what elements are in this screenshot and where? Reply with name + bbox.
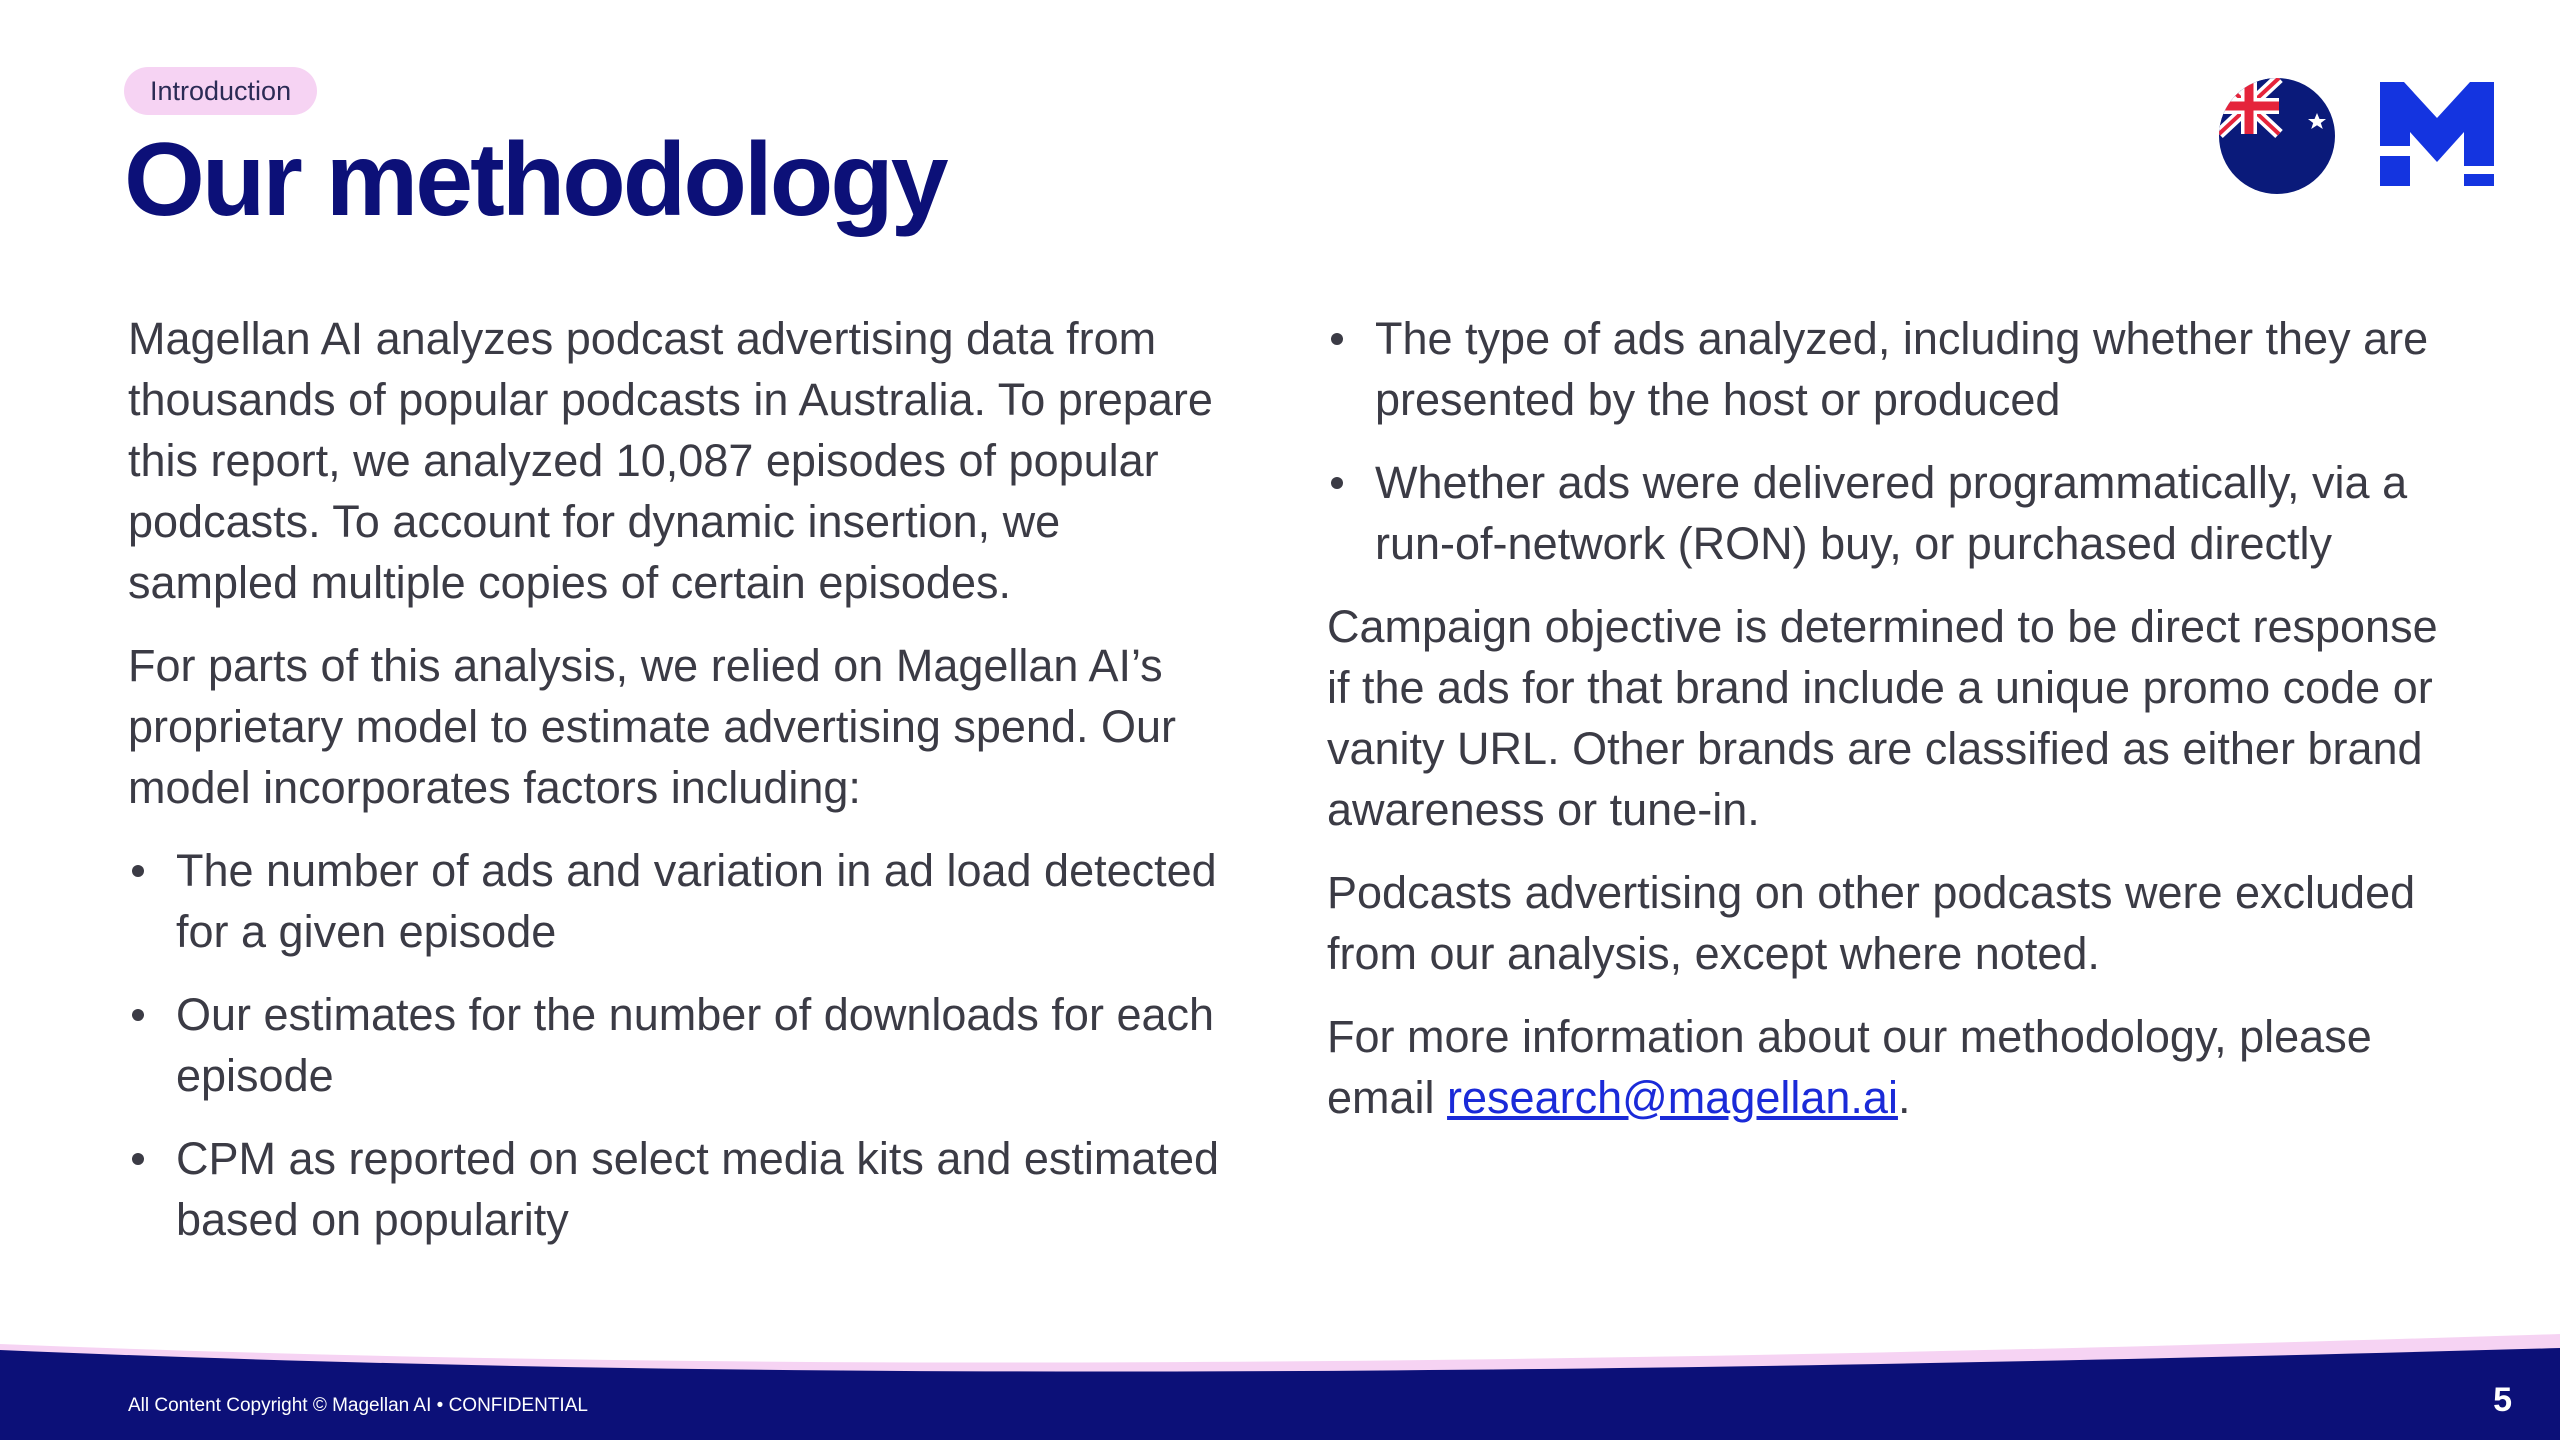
page-number: 5 bbox=[2493, 1381, 2512, 1419]
exclusion-paragraph: Podcasts advertising on other podcasts were excluded from our analysis, except where noted. bbox=[1327, 867, 2416, 979]
campaign-objective-paragraph: Campaign objective is determined to be direct response if the ads for that brand include a unique promo code or vanity URL. Other brands are classified as either brand awareness or tune-in. bbox=[1327, 601, 2438, 835]
model-factors-list bbox=[128, 840, 1238, 1250]
contact-text: For more information about our methodology, please email bbox=[1327, 1011, 2372, 1123]
right-column bbox=[1327, 308, 2467, 1150]
magellan-m-logo bbox=[2380, 82, 2494, 186]
intro-paragraph: Magellan AI analyzes podcast advertising data from thousands of popular podcasts in Australia. To prepare this report, we analyzed 10,087 episodes of popular podcasts. To account for dynamic insertion, we sampled multiple copies of certain episodes. bbox=[128, 313, 1213, 608]
copyright-text: All Content Copyright © Magellan AI • CONFIDENTIAL bbox=[128, 1395, 588, 1416]
model-paragraph: For parts of this analysis, we relied on Magellan AI’s proprietary model to estimate advertising spend. Our model incorporates factors including: bbox=[128, 640, 1177, 813]
page-title: Our methodology bbox=[124, 122, 946, 238]
australia-flag-icon bbox=[2219, 78, 2335, 194]
email-link[interactable]: research@magellan.ai bbox=[1447, 1072, 1898, 1123]
footer-wave bbox=[0, 1320, 2560, 1440]
list-item: CPM as reported on select media kits and estimated based on popularity bbox=[128, 1128, 1238, 1250]
list-item: The type of ads analyzed, including whether they are presented by the host or produced bbox=[1327, 308, 2467, 430]
ad-factors-list bbox=[1327, 308, 2467, 574]
section-tag: Introduction bbox=[124, 67, 317, 115]
list-item: Our estimates for the number of downloads for each episode bbox=[128, 984, 1238, 1106]
footer-band bbox=[0, 1320, 2560, 1440]
contact-paragraph bbox=[1327, 1006, 2467, 1128]
list-item: The number of ads and variation in ad load detected for a given episode bbox=[128, 840, 1238, 962]
list-item: Whether ads were delivered programmatically, via a run-of-network (RON) buy, or purchased directly bbox=[1327, 452, 2467, 574]
left-column bbox=[128, 308, 1238, 1272]
contact-suffix: . bbox=[1897, 1072, 1911, 1123]
